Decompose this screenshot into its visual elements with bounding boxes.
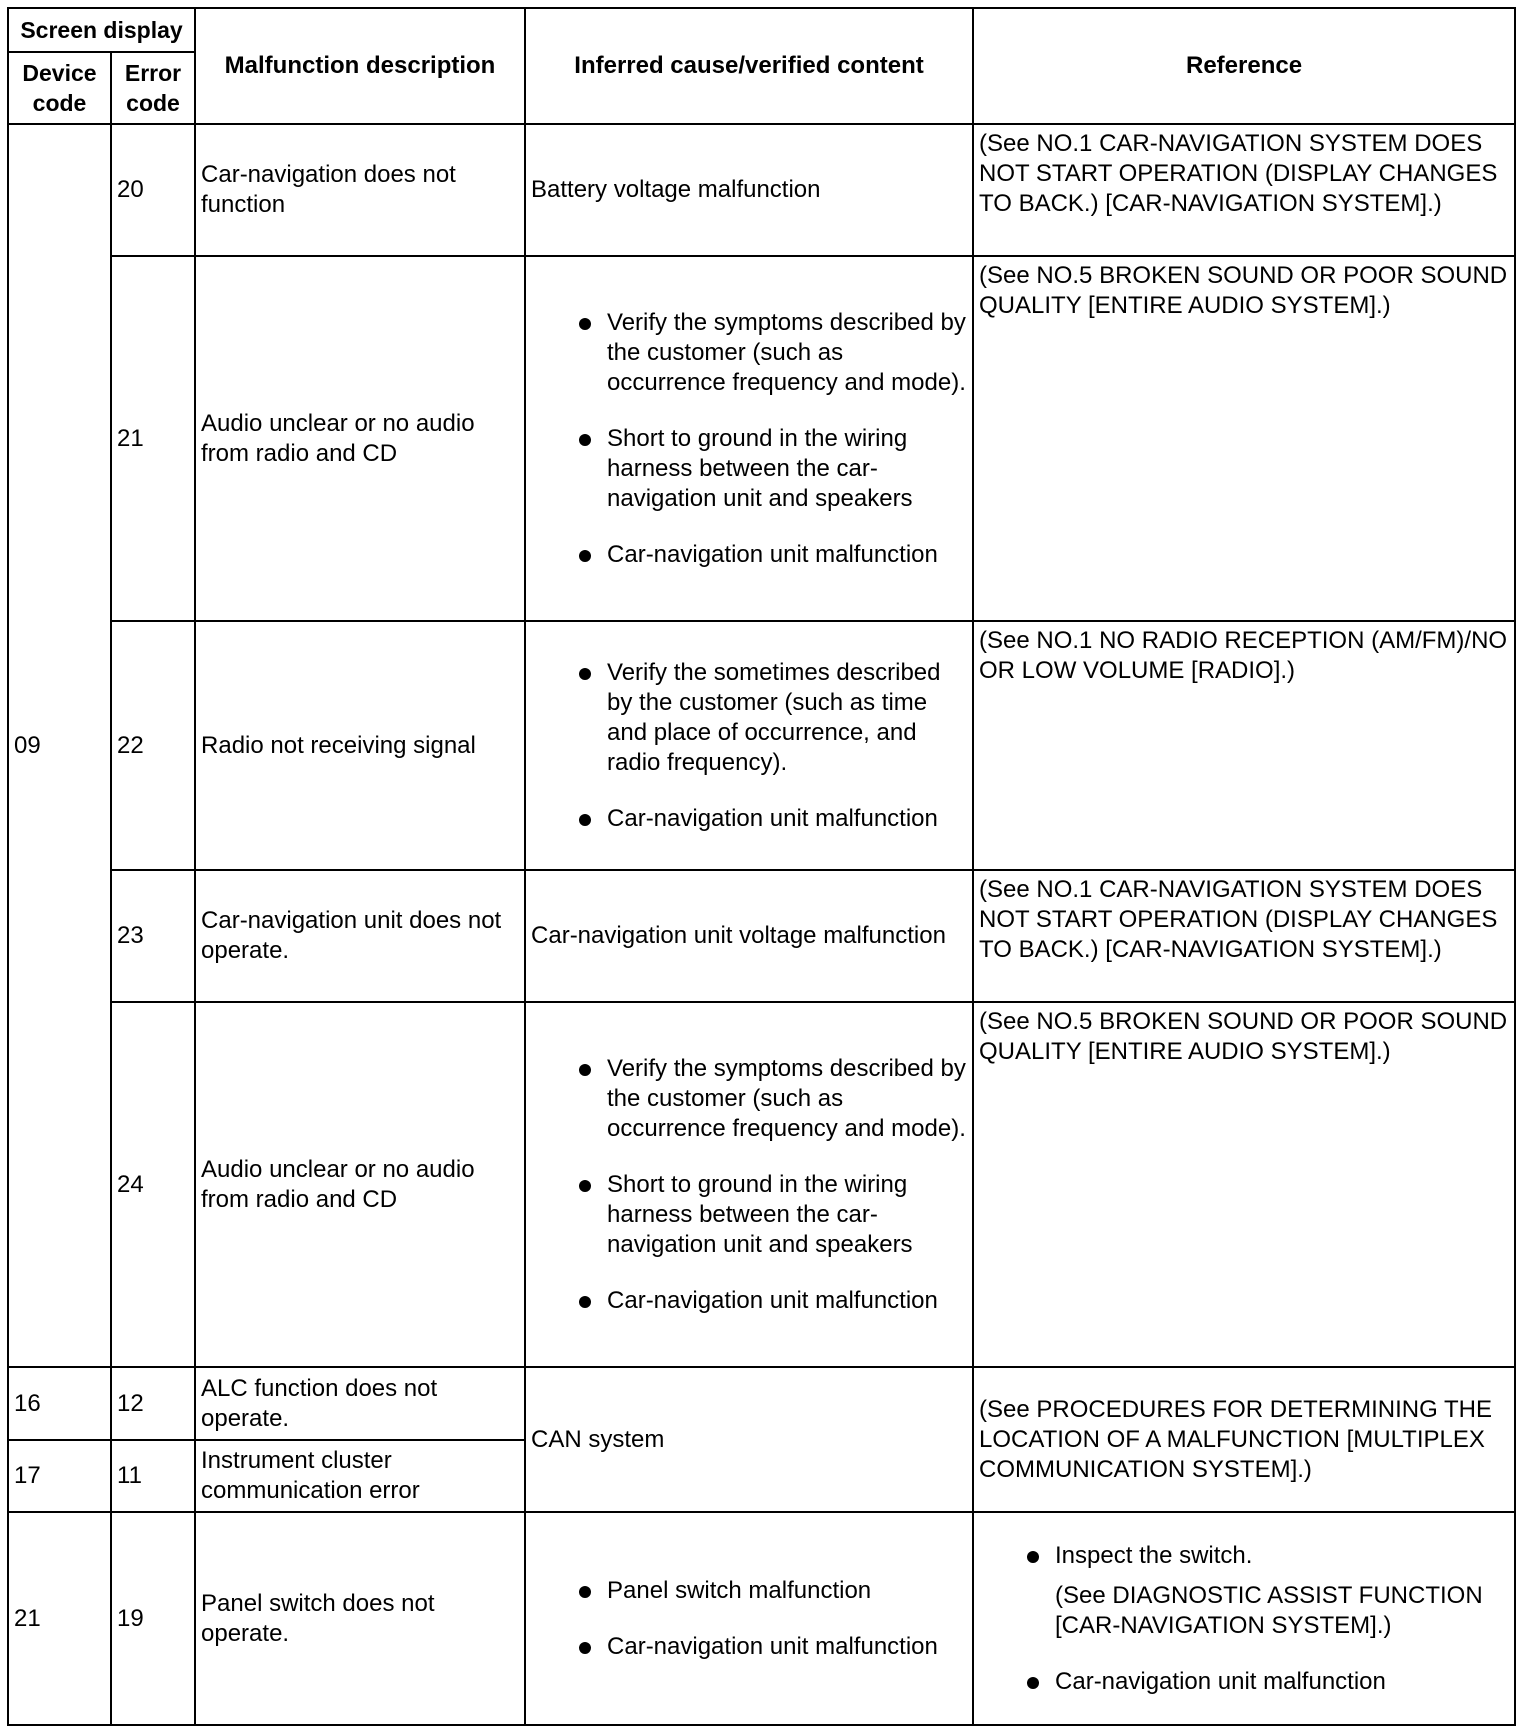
error-code-cell: 21 (111, 256, 195, 621)
cause-bullet: Short to ground in the wiring harness between the car-navigation unit and speakers (531, 1170, 967, 1260)
header-error-code: Error code (111, 52, 195, 124)
cause-cell: CAN system (525, 1367, 973, 1512)
reference-bullet: Car-navigation unit malfunction (979, 1667, 1509, 1697)
reference-cell: (See NO.1 CAR-NAVIGATION SYSTEM DOES NOT START OPERATION (DISPLAY CHANGES TO BACK.) [CAR-NAVIGATION SYSTEM].) (973, 870, 1515, 1002)
error-code-cell: 20 (111, 124, 195, 256)
table-row (8, 1367, 1515, 1440)
table-row (8, 621, 1515, 870)
description-cell: Instrument cluster communication error (195, 1440, 525, 1512)
error-code-cell: 11 (111, 1440, 195, 1512)
malfunction-table (7, 7, 1516, 1726)
cause-cell: Battery voltage malfunction (525, 124, 973, 256)
error-code-cell: 12 (111, 1367, 195, 1440)
description-cell: Radio not receiving signal (195, 621, 525, 870)
description-cell: Car-navigation unit does not operate. (195, 870, 525, 1002)
device-code-cell: 21 (8, 1512, 111, 1725)
table-row (8, 256, 1515, 621)
error-code-cell: 19 (111, 1512, 195, 1725)
reference-bullet: Inspect the switch. (979, 1541, 1509, 1571)
description-cell: Panel switch does not operate. (195, 1512, 525, 1725)
reference-cell (973, 1512, 1515, 1725)
reference-cell: (See NO.5 BROKEN SOUND OR POOR SOUND QUALITY [ENTIRE AUDIO SYSTEM].) (973, 256, 1515, 621)
device-code-cell: 16 (8, 1367, 111, 1440)
table-row (8, 870, 1515, 1002)
error-code-cell: 23 (111, 870, 195, 1002)
cause-bullet: Car-navigation unit malfunction (531, 804, 967, 834)
description-cell: Car-navigation does not function (195, 124, 525, 256)
table-row (8, 1002, 1515, 1367)
description-cell: Audio unclear or no audio from radio and CD (195, 1002, 525, 1367)
table-row (8, 1512, 1515, 1725)
cause-bullet: Verify the symptoms described by the customer (such as occurrence frequency and mode). (531, 1054, 967, 1144)
header-reference: Reference (973, 8, 1515, 124)
reference-cell: (See PROCEDURES FOR DETERMINING THE LOCATION OF A MALFUNCTION [MULTIPLEX COMMUNICATION SYSTEM].) (973, 1367, 1515, 1512)
reference-cell: (See NO.1 CAR-NAVIGATION SYSTEM DOES NOT START OPERATION (DISPLAY CHANGES TO BACK.) [CAR-NAVIGATION SYSTEM].) (973, 124, 1515, 256)
cause-bullet: Car-navigation unit malfunction (531, 1286, 967, 1316)
cause-bullet: Car-navigation unit malfunction (531, 1632, 967, 1662)
cause-cell (525, 256, 973, 621)
device-code-cell: 17 (8, 1440, 111, 1512)
cause-cell (525, 1512, 973, 1725)
reference-subtext: (See DIAGNOSTIC ASSIST FUNCTION [CAR-NAVIGATION SYSTEM].) (1055, 1581, 1483, 1639)
device-code-cell: 09 (8, 124, 111, 1367)
reference-cell: (See NO.1 NO RADIO RECEPTION (AM/FM)/NO OR LOW VOLUME [RADIO].) (973, 621, 1515, 870)
table-row (8, 124, 1515, 256)
cause-bullet: Short to ground in the wiring harness between the car-navigation unit and speakers (531, 424, 967, 514)
cause-cell (525, 621, 973, 870)
header-screen-display: Screen display (8, 8, 195, 52)
cause-cell: Car-navigation unit voltage malfunction (525, 870, 973, 1002)
description-cell: Audio unclear or no audio from radio and CD (195, 256, 525, 621)
cause-bullet: Panel switch malfunction (531, 1576, 967, 1606)
error-code-cell: 22 (111, 621, 195, 870)
cause-bullet: Verify the sometimes described by the customer (such as time and place of occurrence, and radio frequency). (531, 658, 967, 778)
reference-cell: (See NO.5 BROKEN SOUND OR POOR SOUND QUALITY [ENTIRE AUDIO SYSTEM].) (973, 1002, 1515, 1367)
error-code-cell: 24 (111, 1002, 195, 1367)
header-malfunction-description: Malfunction description (195, 8, 525, 124)
header-inferred-cause: Inferred cause/verified content (525, 8, 973, 124)
header-device-code: Device code (8, 52, 111, 124)
cause-cell (525, 1002, 973, 1367)
cause-bullet: Verify the symptoms described by the customer (such as occurrence frequency and mode). (531, 308, 967, 398)
description-cell: ALC function does not operate. (195, 1367, 525, 1440)
cause-bullet: Car-navigation unit malfunction (531, 540, 967, 570)
